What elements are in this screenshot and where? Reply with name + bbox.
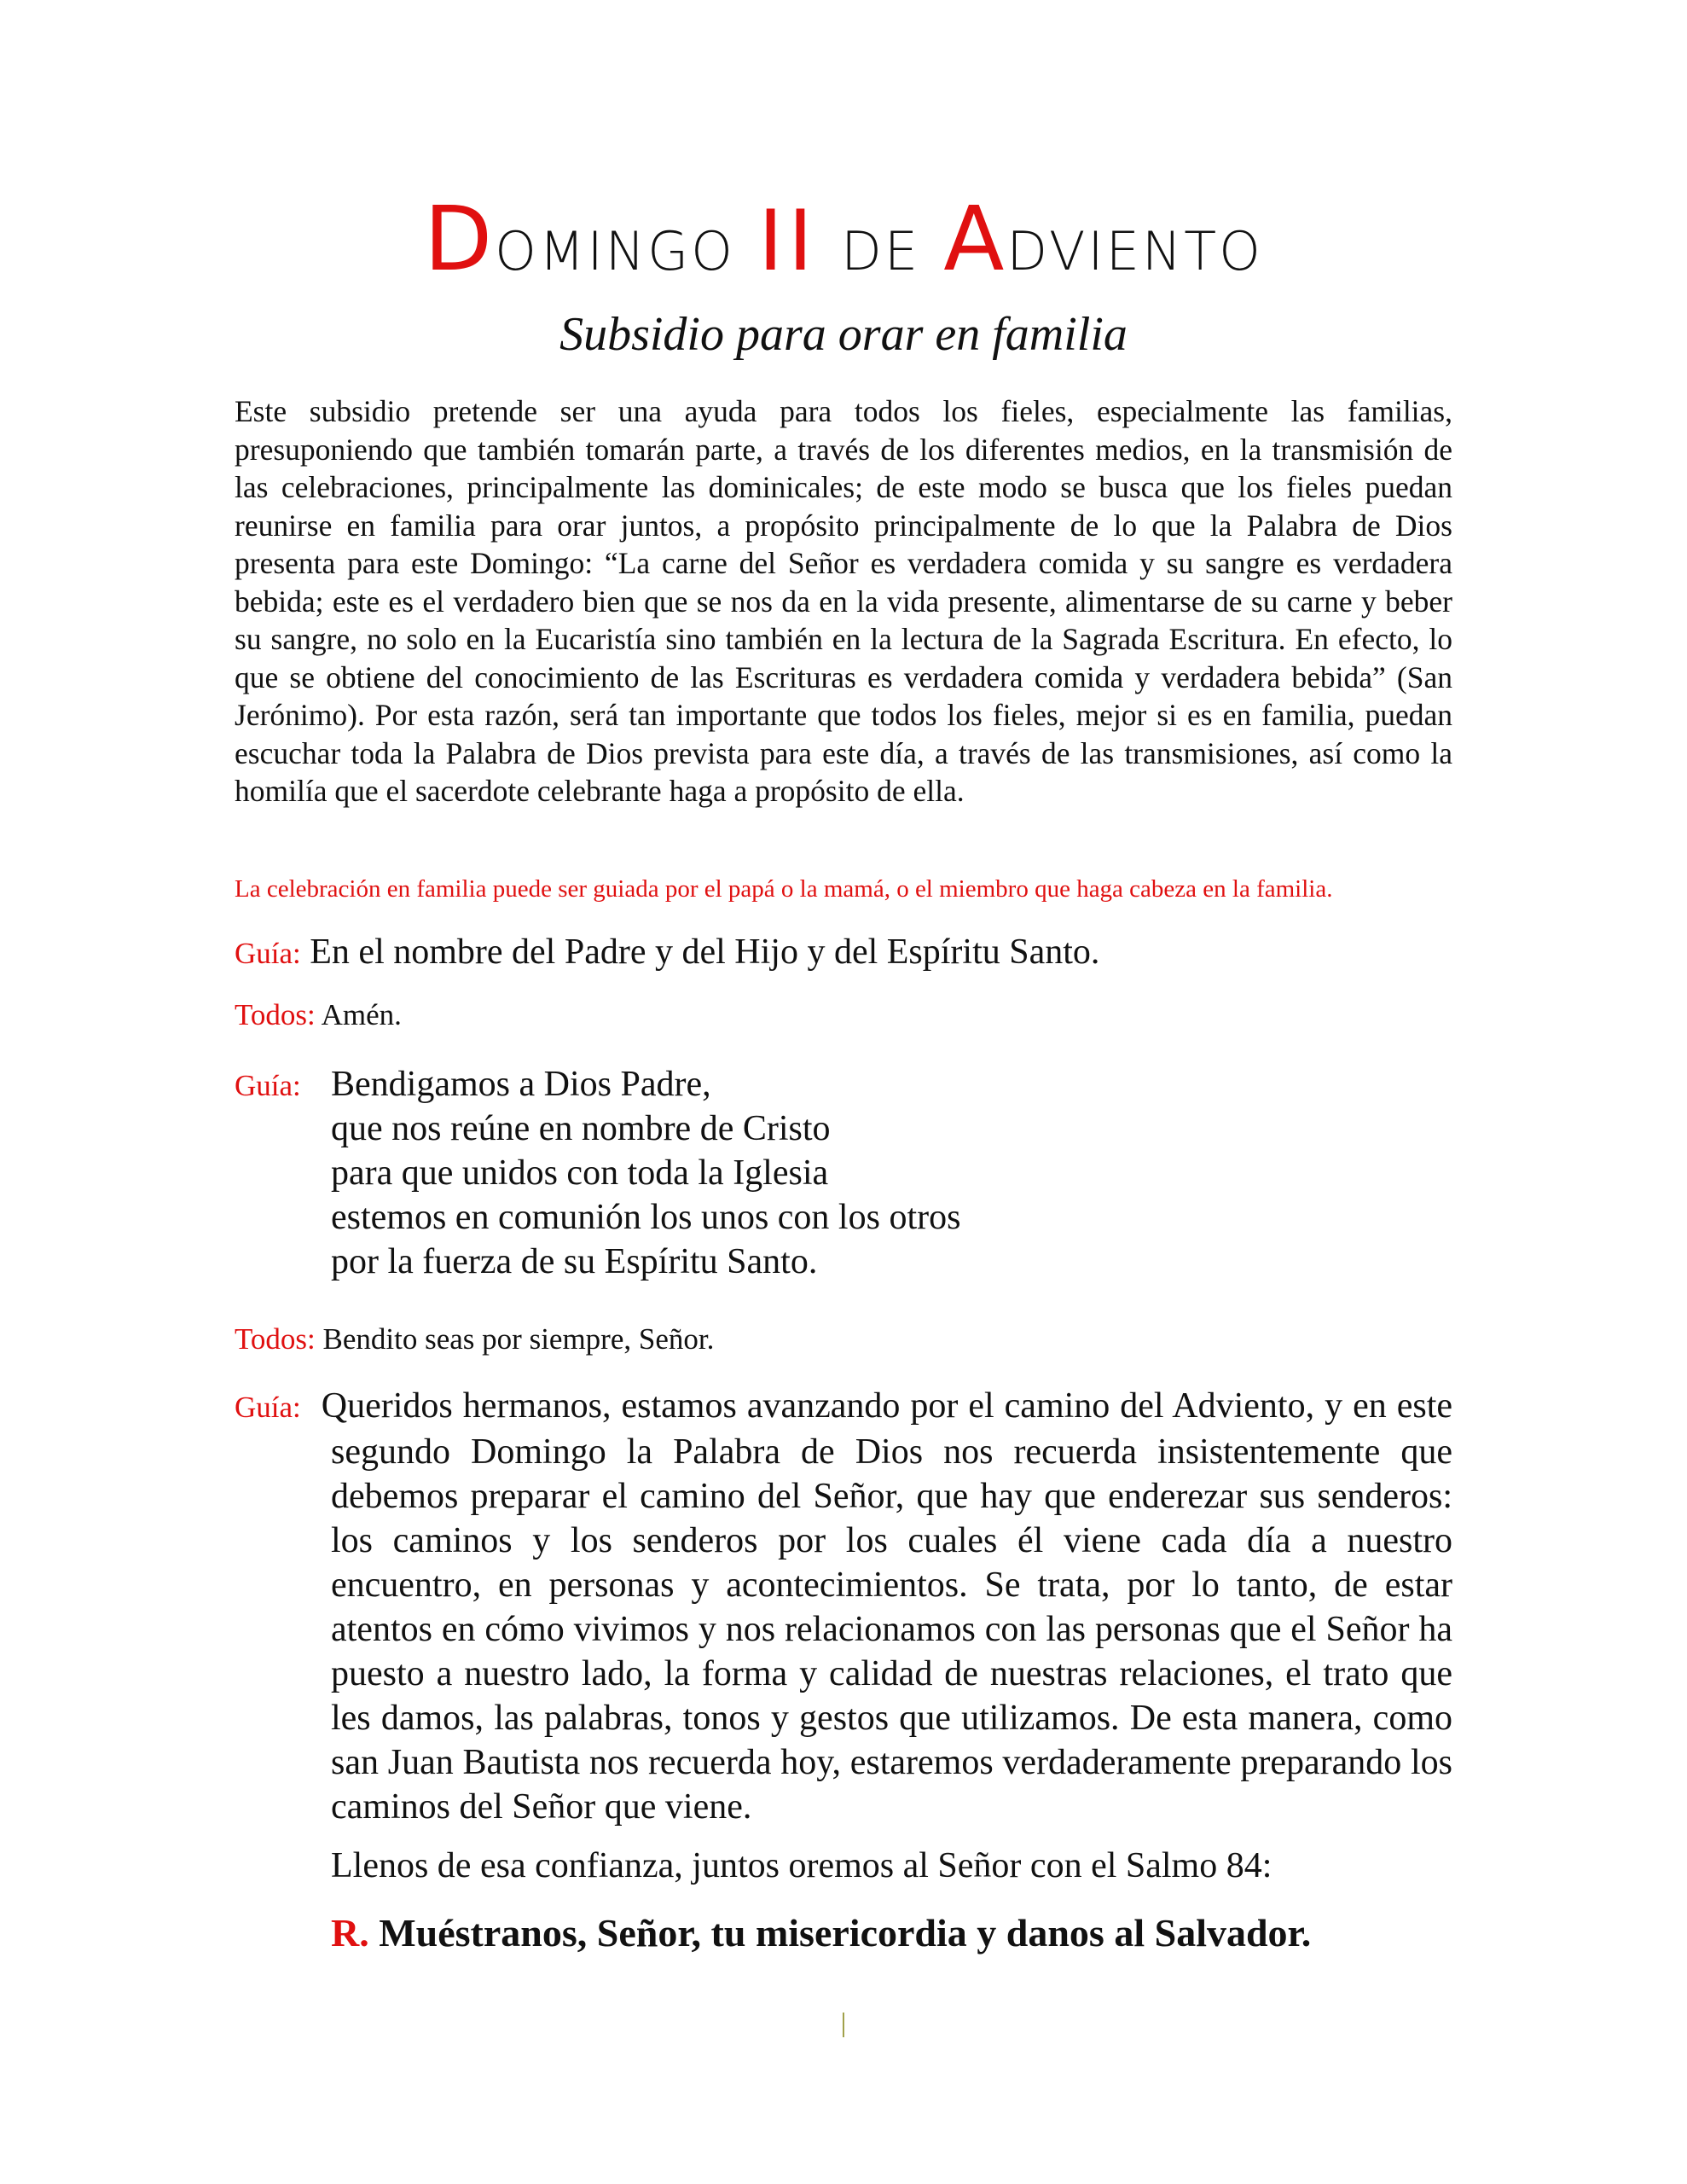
- guide-invocation: [235, 930, 1099, 976]
- page-number: |: [840, 2007, 847, 2037]
- all-response-blessed: [235, 1321, 714, 1358]
- rubric-note: La celebración en familia puede ser guiada por el papá o la mamá, o el miembro que haga cabeza en la familia.: [235, 875, 1333, 903]
- title-word-de: DE: [841, 220, 921, 282]
- verse-line: por la fuerza de su Espíritu Santo.: [331, 1242, 818, 1281]
- title-word-adviento: DVIENTO: [1006, 220, 1263, 282]
- all-label: Todos:: [235, 1322, 316, 1356]
- page-subtitle: Subsidio para orar en familia: [559, 308, 1128, 361]
- verse-line: para que unidos con toda la Iglesia: [331, 1153, 829, 1193]
- monition-text: Queridos hermanos, estamos avanzando por el camino del Adviento, y en este segundo Domingo la Palabra de Dios nos recuerda insistentemente que debemos preparar el camino del Señor, que hay que enderezar sus senderos: los caminos y los senderos por los cuales él viene cada día a nuestro encuentro, en personas y acontecimientos. Se trata, por lo tanto, de estar atentos en cómo vivimos y nos relacionamos con las personas que el Señor ha puesto a nuestro lado, la forma y calidad de nuestras relaciones, el trato que les damos, las palabras, tonos y gestos que utilizamos. De esta manera, como san Juan Bautista nos recuerda hoy, estaremos verdaderamente preparando los caminos del Señor que viene.: [321, 1386, 1453, 1827]
- response-marker: R.: [331, 1911, 369, 1955]
- all-label: Todos:: [235, 998, 316, 1031]
- guide-label: Guía:: [235, 1391, 301, 1424]
- blessed-text: Bendito seas por siempre, Señor.: [322, 1322, 715, 1356]
- title-numeral: II: [758, 190, 818, 289]
- invocation-text: En el nombre del Padre y del Hijo y del Espíritu Santo.: [310, 932, 1100, 972]
- page-title: [0, 187, 1687, 291]
- psalm-response: [331, 1909, 1311, 1957]
- monition-paragraph: [235, 1384, 1452, 1829]
- title-initial-a: A: [943, 187, 1007, 291]
- guide-monition: [235, 1384, 1452, 1829]
- psalm-invitation: Llenos de esa confianza, juntos oremos al Señor con el Salmo 84:: [331, 1846, 1272, 1885]
- guide-label: Guía:: [235, 1069, 301, 1102]
- verse-line: Bendigamos a Dios Padre,: [331, 1065, 711, 1104]
- amen-text: Amén.: [321, 998, 402, 1031]
- title-word-domingo: OMINGO: [495, 220, 735, 282]
- verse-line: estemos en comunión los unos con los otros: [331, 1198, 961, 1237]
- intro-text: Este subsidio pretende ser una ayuda para todos los fieles, especialmente las familias, presuponiendo que también tomarán parte, a través de los diferentes medios, en la transmisión de las celebraciones, principalmente las dominicales; de este modo se busca que los fieles puedan reunirse en familia para orar juntos, a propósito principalmente de lo que la Palabra de Dios presenta para este Domingo: “La carne del Señor es verdadera comida y su sangre es verdadera bebida; este es el verdadero bien que se nos da en la vida presente, alimentarse de su carne y beber su sangre, no solo en la Eucaristía sino también en la lectura de la Sagrada Escritura. En efecto, lo que se obtiene del conocimiento de las Escrituras es verdadera comida y verdadera bebida” (San Jerónimo). Por esta razón, será tan importante que todos los fieles, mejor si es en familia, puedan escuchar toda la Palabra de Dios prevista para este día, a través de las transmisiones, así como la homilía que el sacerdote celebrante haga a propósito de ella.: [235, 394, 1452, 808]
- all-response-amen: [235, 996, 402, 1034]
- response-text: Muéstranos, Señor, tu misericordia y danos al Salvador.: [379, 1911, 1312, 1955]
- title-initial-d: D: [424, 187, 496, 291]
- guide-label: Guía:: [235, 937, 301, 970]
- blessing-verses: [331, 1062, 960, 1284]
- intro-paragraph: [235, 392, 1452, 810]
- verse-line: que nos reúne en nombre de Cristo: [331, 1109, 831, 1148]
